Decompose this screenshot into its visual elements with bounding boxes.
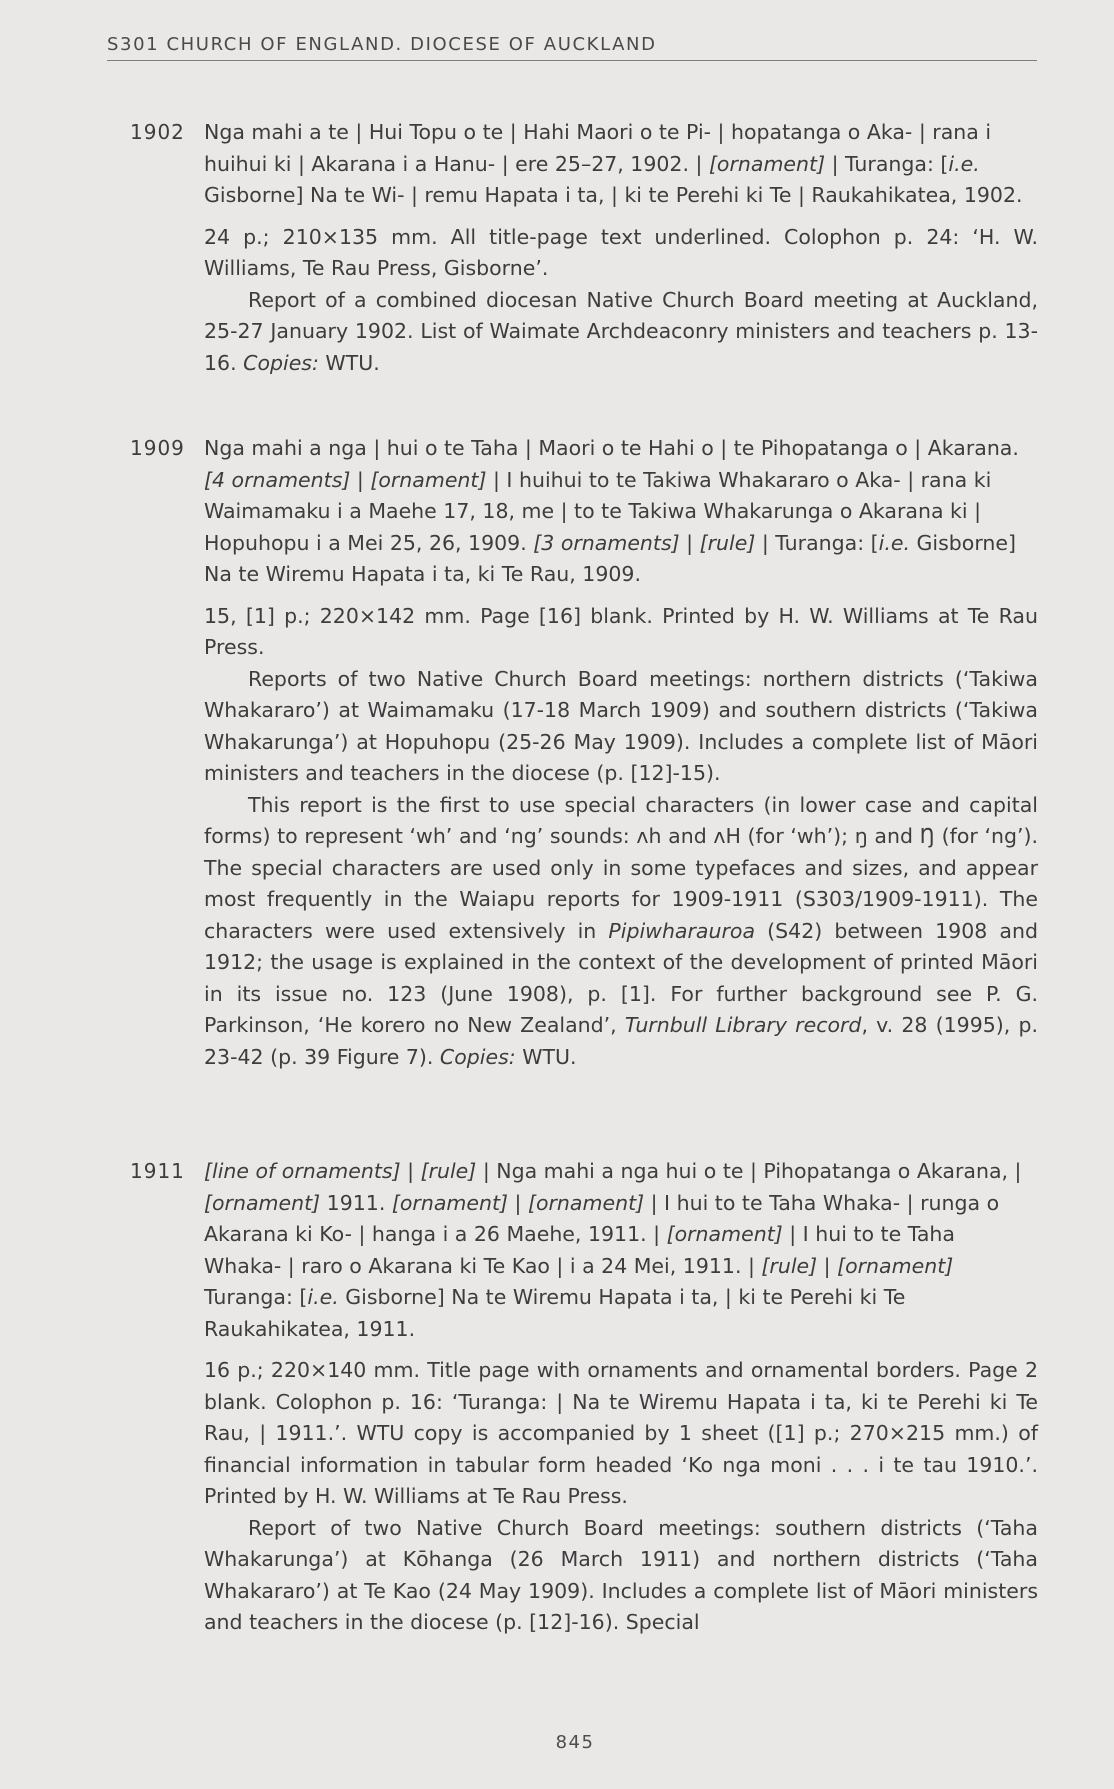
italic-run: [ornament]	[666, 1222, 783, 1246]
italic-run: [ornament]	[204, 1190, 321, 1215]
entry-body	[204, 433, 1038, 1073]
text-run: , v. 28 (1995), p. 23-42 (p. 39 Figure 7).	[204, 1013, 1039, 1069]
text-run: Gisborne] Na te Wi- | remu Hapata i ta, | ki te Perehi ki Te | Raukahikatea, 1902.	[204, 183, 1023, 207]
text-run: | Turanga: [	[825, 151, 949, 176]
entry-title	[204, 1156, 1038, 1345]
text-run: 1911.	[320, 1190, 392, 1215]
text-run: |	[400, 1159, 421, 1183]
italic-run: [rule]	[761, 1253, 818, 1278]
entry-description	[204, 601, 1038, 664]
italic-run: Turnbull Library record	[624, 1013, 862, 1037]
entry-note	[204, 790, 1038, 1074]
italic-run: Pipiwharauroa	[608, 918, 756, 943]
entry-1911	[130, 1156, 1038, 1639]
entry-note	[204, 1513, 1038, 1639]
entry-1909	[130, 433, 1038, 1073]
text-run: Gisborne] Na te Wiremu Hapata i ta, ki Te Rau, 1909.	[204, 530, 1017, 586]
text-run: Report of a combined diocesan Native Church Board meeting at Auckland, 25-27 January 1902. List of Waimate Archdeaconry ministers and teachers p. 13-16.	[204, 287, 1038, 375]
entry-title	[204, 433, 1038, 591]
text-run: (S42) between 1908 and 1912; the usage is explained in the context of the development of printed Māori in its issue no. 123 (June 1908), p. [1]. For further background see P. G. Parkinson, ‘He korero no New Zealand’,	[204, 918, 1038, 1037]
entry-1902	[130, 117, 1038, 379]
text-run: |	[679, 530, 700, 555]
text-run: |	[508, 1190, 528, 1215]
italic-run: i.e.	[307, 1285, 339, 1309]
text-run: Turanga: [	[204, 1285, 308, 1309]
italic-run: [line of ornaments]	[204, 1159, 401, 1183]
entry-year: 1909	[130, 436, 185, 460]
text-run: WTU.	[318, 350, 380, 375]
italic-run: [ornament]	[527, 1190, 645, 1215]
entry-body	[204, 1156, 1038, 1639]
entry-description	[204, 222, 1038, 285]
text-run: 16 p.; 220×140 mm. Title page with ornaments and ornamental borders. Page 2 blank. Colophon p. 16: ‘Turanga: | Na te Wiremu Hapata i ta, ki te Perehi ki Te Rau, | 1911.’. WTU copy is accompanied by 1 sheet ([1] p.; 270×215 mm.) of financial information in tabular form headed ‘Ko nga moni . . . i te tau 1910.’. Printed by H. W. Williams at Te Rau Press.	[204, 1358, 1038, 1508]
header-rule	[107, 60, 1037, 61]
italic-run: [rule]	[420, 1159, 477, 1183]
text-run: | I hui to te Taha Whaka- | raro o Akarana ki Te Kao | i a 24 Mei, 1911. |	[204, 1222, 955, 1278]
text-run: WTU.	[515, 1044, 577, 1069]
italic-run: [ornament]	[391, 1190, 509, 1215]
text-run: |	[817, 1253, 838, 1278]
italic-run: [rule]	[699, 530, 756, 555]
italic-run: Copies:	[439, 1044, 516, 1069]
entry-note	[204, 664, 1038, 790]
text-run: | I hui to te Taha Whaka- | runga o Akarana ki Ko- | hanga i a 26 Maehe, 1911. |	[204, 1190, 1000, 1246]
text-run: | Nga mahi a nga hui o te | Pihopatanga o Akarana, |	[476, 1159, 1022, 1183]
italic-run: [ornament]	[370, 467, 487, 492]
entry-note	[204, 285, 1038, 380]
text-run: Report of two Native Church Board meetings: southern districts (‘Taha Whakarunga’) at Kōhanga (26 March 1911) and northern districts (‘Taha Whakararo’) at Te Kao (24 May 1909). Includes a complete list of Māori ministers and teachers in the diocese (p. [12]-16). Special	[204, 1515, 1038, 1634]
text-run: 15, [1] p.; 220×142 mm. Page [16] blank. Printed by H. W. Williams at Te Rau Press.	[204, 603, 1038, 659]
italic-run: [3 ornaments]	[533, 530, 680, 555]
entry-year: 1902	[130, 120, 185, 144]
text-run: Nga mahi a nga | hui o te Taha | Maori o te Hahi o | te Pihopatanga o | Akarana.	[204, 436, 1019, 460]
entry-body	[204, 117, 1038, 379]
italic-run: i.e.	[948, 151, 980, 176]
text-run: Reports of two Native Church Board meetings: northern districts (‘Takiwa Whakararo’) at Waimamaku (17-18 March 1909) and southern districts (‘Takiwa Whakarunga’) at Hopuhopu (25-26 May 1909). Includes a complete list of Māori ministers and teachers in the diocese (p. [12]-15).	[204, 666, 1038, 785]
running-head: S301 CHURCH OF ENGLAND. DIOCESE OF AUCKLAND	[107, 34, 657, 55]
entry-title	[204, 117, 1038, 212]
italic-run: Copies:	[243, 350, 319, 375]
italic-run: [4 ornaments]	[204, 467, 351, 492]
entry-description	[204, 1355, 1038, 1513]
entry-year: 1911	[130, 1159, 185, 1183]
text-run: Nga mahi a te | Hui Topu o te | Hahi Maori o te Pi- | hopatanga o Aka- | rana i huihui ki | Akarana i a Hanu- | ere 25–27, 1902. |	[204, 120, 992, 176]
text-run: | Turanga: [	[755, 530, 879, 555]
text-run: |	[350, 467, 371, 492]
text-run: | I huihui to te Takiwa Whakararo o Aka- | rana ki Waimamaku i a Maehe 17, 18, me | to te Takiwa Whakarunga o Akarana ki | Hopuhopu i a Mei 25, 26, 1909.	[204, 467, 992, 555]
text-run: This report is the first to use special characters (in lower case and capital forms) to represent ‘wh’ and ‘ng’ sounds: ʌh and ʌH (for ‘wh’); ŋ and Ŋ (for ‘ng’). The special characters are used only in some typefaces and sizes, and appear most frequently in the Waiapu reports for 1909-1911 (S303/1909-1911). The characters were used extensively in	[204, 792, 1038, 943]
italic-run: [ornament]	[837, 1253, 954, 1278]
italic-run: i.e.	[878, 530, 910, 555]
text-run: Gisborne] Na te Wiremu Hapata i ta, | ki te Perehi ki Te Raukahikatea, 1911.	[204, 1285, 906, 1341]
page-number: 845	[555, 1732, 595, 1753]
italic-run: [ornament]	[708, 151, 826, 176]
text-run: 24 p.; 210×135 mm. All title-page text underlined. Colophon p. 24: ‘H. W. Williams, Te Rau Press, Gisborne’.	[204, 224, 1038, 280]
